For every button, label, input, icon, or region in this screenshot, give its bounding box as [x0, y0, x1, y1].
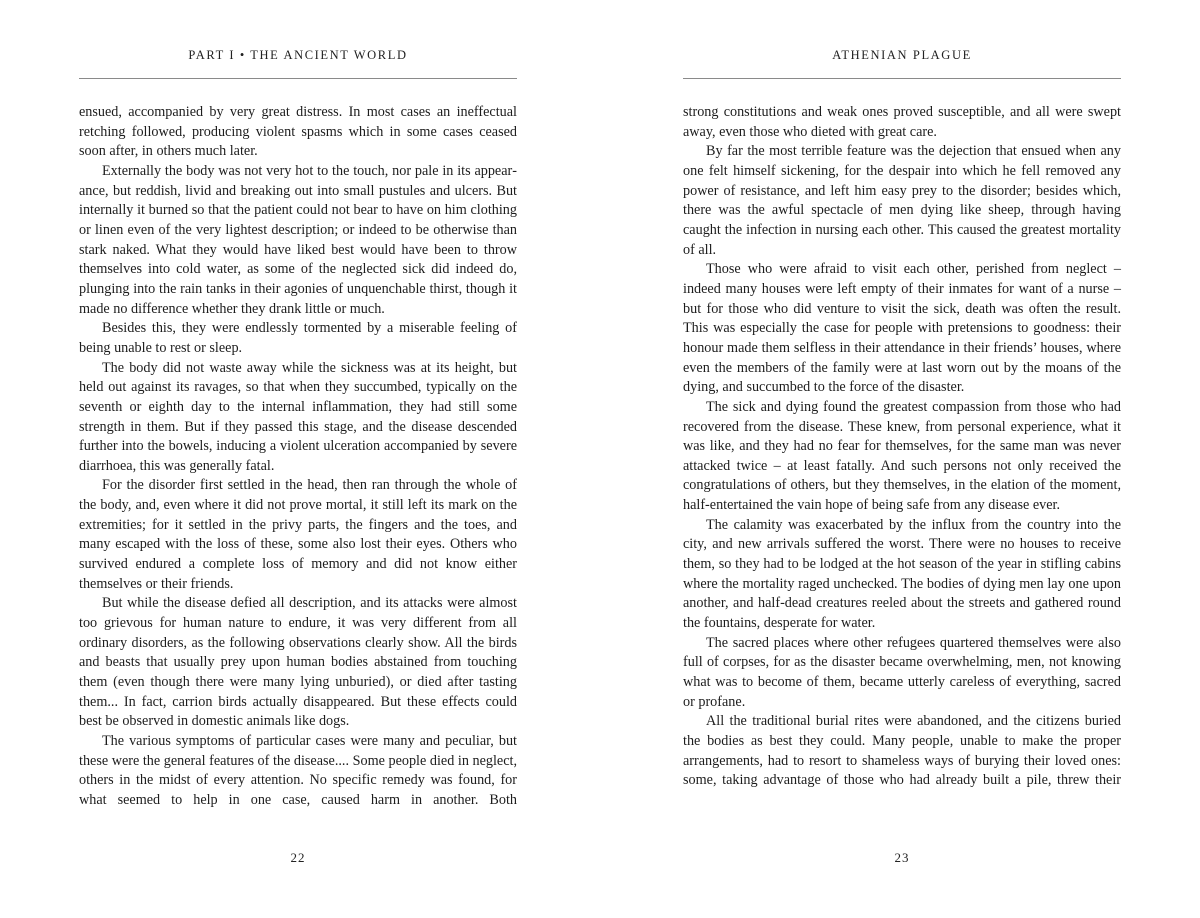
- running-head-right: ATHENIAN PLAGUE: [832, 48, 972, 62]
- header-rule-left: [79, 78, 517, 79]
- page-number-left: 22: [290, 850, 306, 865]
- paragraph: For the disorder first settled in the head, then ran through the whole of the body, and, even where it did not prove mortal, it still left its mark on the extremities; for it settled in the privy parts, the fingers and the toes, and many escaped with the loss of these, some also lost their eyes. Others who survived endured a complete loss of memory and did not know either themselves or their friends.: [79, 477, 517, 592]
- running-head-left: PART I • THE ANCIENT WORLD: [188, 48, 408, 62]
- paragraph: The sick and dying found the greatest compassion from those who had recovered from the disease. These knew, from personal experience, what it was like, and they had no fear for themselves, for the same man was never attacked twice – at least fatally. And such persons not only received the congratulations of others, but they themselves, in the elation of the moment, half-entertained the vain hope of being safe from any disease ever.: [683, 398, 1121, 514]
- paragraph: strong constitutions and weak ones proved susceptible, and all were swept away, even those who dieted with great care.: [683, 104, 1121, 140]
- paragraph: The various symptoms of particular cases were many and peculiar, but these were the general features of the disease.... Some people died in neglect, others in the midst of every attention. No specific remedy was found, for what seemed to help in one case, caused harm in another. Both: [79, 733, 517, 808]
- body-text-left: [79, 103, 517, 811]
- page-number-right: 23: [894, 850, 910, 865]
- paragraph: All the traditional burial rites were abandoned, and the citizens buried the bodies as best they could. Many people, unable to make the proper arrangements, had to resort to shameless ways of burying their loved ones: some, taking advantage of those who had already built a pile, threw their: [683, 713, 1121, 789]
- paragraph: The body did not waste away while the sickness was at its height, but held out against its ravages, so that when they succumbed, typically on the seventh or eighth day to the internal inflammation, they had still some strength in them. But if they passed this stage, and the disease descended further into the bowels, inducing a violent ulceration accompanied by severe diarrhoea, this was generally fatal.: [79, 359, 517, 474]
- body-text-right: [683, 103, 1121, 791]
- right-page: [683, 0, 1121, 918]
- paragraph: By far the most terrible feature was the dejection that ensued when any one felt himself sickening, for the despair into which he fell removed any power of resistance, and left him easy prey to the disorder; besides which, there was the awful spectacle of men dying like sheep, through having caught the infection in nursing each other. This caused the greatest mortality of all.: [683, 143, 1121, 258]
- left-page: [79, 0, 517, 918]
- paragraph: The calamity was exacerbated by the influx from the country into the city, and new arrivals suffered the worst. There were no houses to receive them, so they had to be lodged at the hot season of the year in stifling cabins where the mortality raged unchecked. The bodies of dying men lay one upon another, and half-dead creatures reeled about the streets and gathered round the fountains, desperate for water.: [683, 516, 1121, 632]
- paragraph: Externally the body was not very hot to the touch, nor pale in its appearance, but reddish, livid and breaking out into small pustules and ulcers. But internally it burned so that the patient could not bear to have on him clothing or linen even of the very lightest description; or indeed to be otherwise than stark naked. What they would have liked best would have been to throw themselves into cold water, as some of the neglected sick did indeed do, plunging into the rain tanks in their agonies of unquenchable thirst, though it made no difference whether they drank little or much.: [79, 162, 517, 317]
- paragraph: Besides this, they were endlessly tormented by a miserable feeling of being unable to rest or sleep.: [79, 320, 517, 356]
- paragraph: But while the disease defied all description, and its attacks were almost too grievous for human nature to endure, it was very different from all ordinary disorders, as the following observations clearly show. All the birds and beasts that usually prey upon human bodies abstained from touching them (even though there were many lying unburied), or died after tasting them... In fact, carrion birds actually disappeared. But these effects could best be observed in domestic animals like dogs.: [79, 595, 517, 730]
- paragraph: Those who were afraid to visit each other, perished from neglect – indeed many houses were left empty of their inmates for want of a nurse – but for those who did venture to visit the sick, death was often the result. This was especially the case for people with pretensions to goodness: their honour made them selfless in their attendance in their friends’ houses, where even the members of the family were at last worn out by the moans of the dying, and succumbed to the force of the disaster.: [683, 261, 1121, 396]
- header-rule-right: [683, 78, 1121, 79]
- paragraph: The sacred places where other refugees quartered themselves were also full of corpses, for as the disaster became overwhelming, men, not knowing what was to become of them, became utterly careless of everything, sacred or profane.: [683, 634, 1121, 710]
- paragraph: ensued, accompanied by very great distress. In most cases an ineffectual retching followed, producing violent spasms which in some cases ceased soon after, in others much later.: [79, 104, 517, 160]
